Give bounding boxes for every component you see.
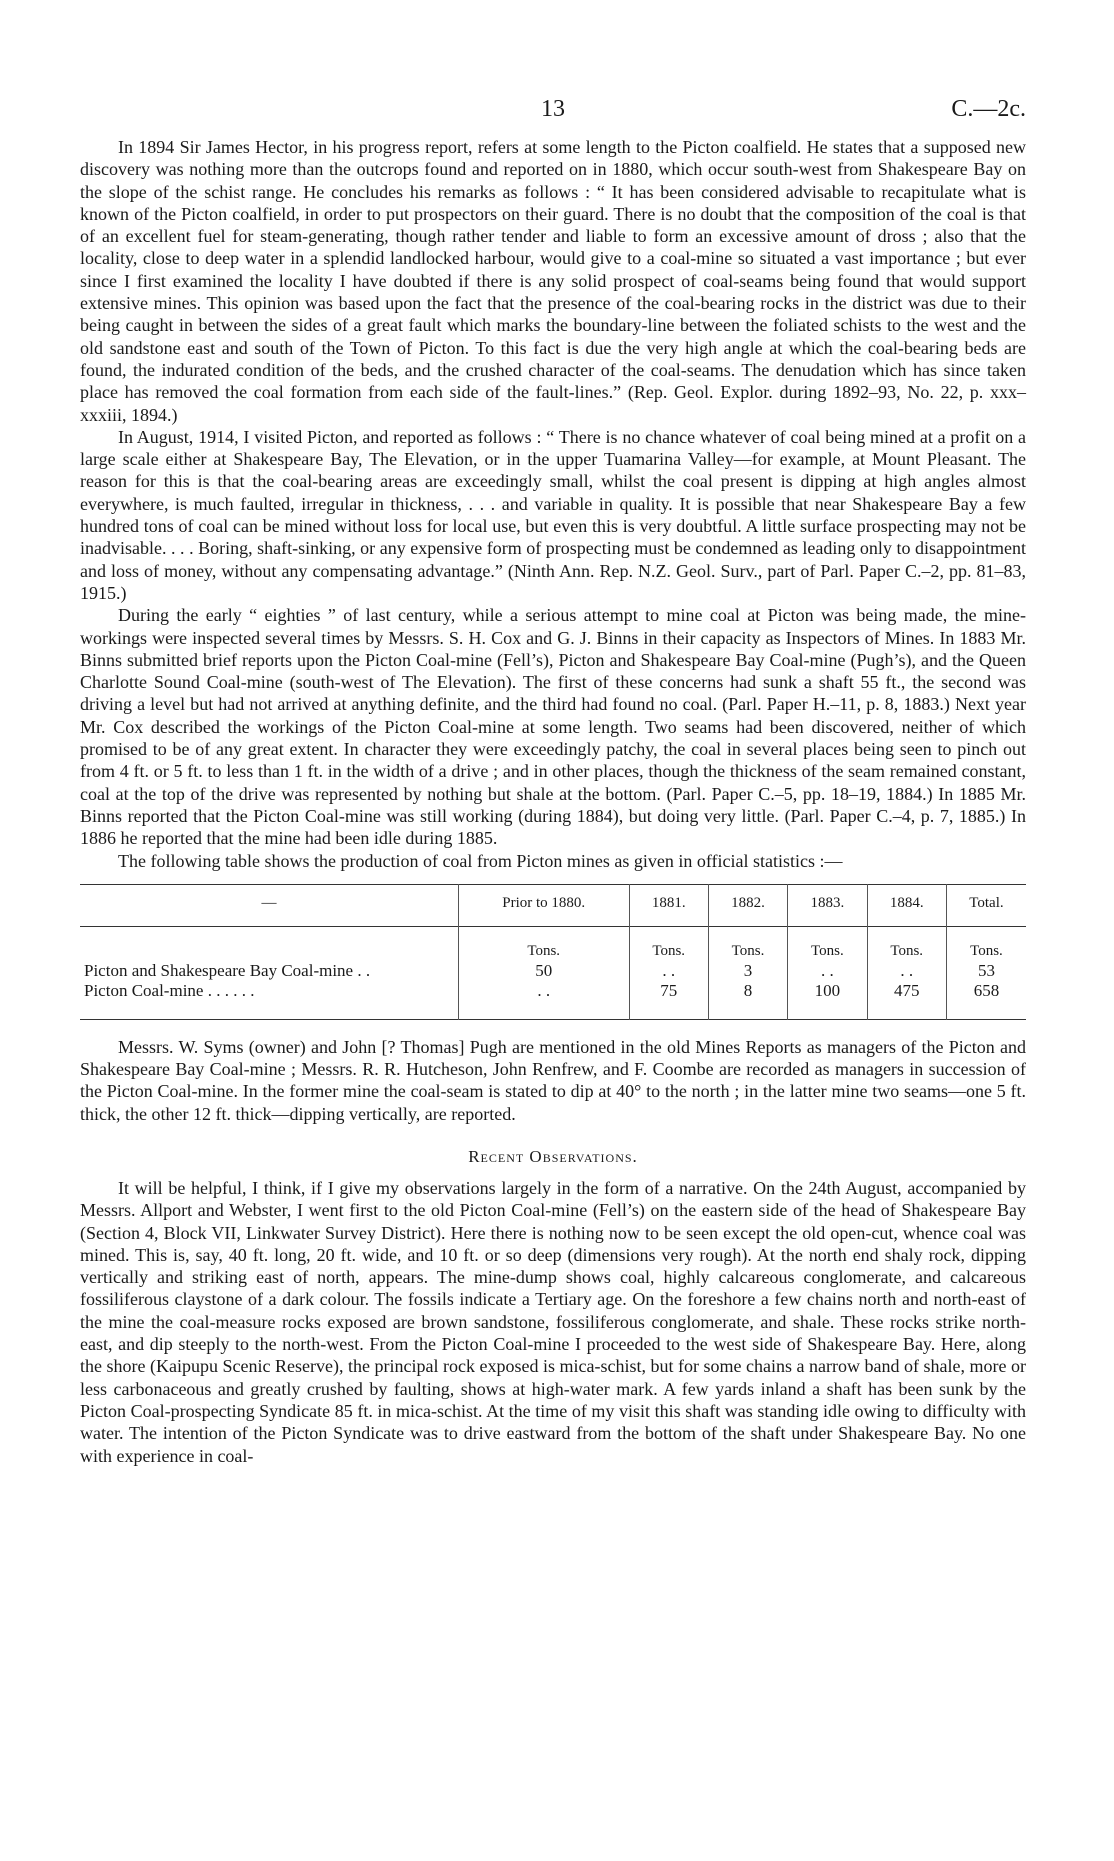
page-number: 13 bbox=[541, 96, 565, 122]
table-cell: 100 bbox=[788, 981, 867, 1020]
unit-cell: Tons. bbox=[458, 927, 629, 961]
table-cell: Picton and Shakespeare Bay Coal-mine . . bbox=[84, 960, 371, 980]
column-header: Prior to 1880. bbox=[458, 884, 629, 926]
unit-cell: Tons. bbox=[629, 927, 708, 961]
table-cell: . . bbox=[458, 981, 629, 1020]
paragraph-table-intro: The following table shows the production of coal from Picton mines as given in official statistics :— bbox=[118, 850, 843, 871]
table-cell: 50 bbox=[458, 961, 629, 981]
table-cell: 53 bbox=[946, 961, 1026, 981]
document-reference: C.—2c. bbox=[951, 96, 1026, 122]
paragraph-hector-1894: In 1894 Sir James Hector, in his progress report, refers at some length to the Picton coalfield. He states that a supposed new discovery was nothing more than the outcrops found and reported on in 1880, which occur south-west from Shakespeare Bay on the slope of the schist range. He concludes his remarks as follows : “ It has been considered advisable to recapitulate what is known of the Picton coalfield, in order to put prospectors on their guard. There is no doubt that the composition of the coal is that of an excellent fuel for steam-generating, though rather tender and liable to form an excessive amount of dross ; also that the locality, close to deep water in a splendid landlocked harbour, would give to a coal-mine so situated a vast importance ; but ever since I first examined the locality I have doubted if there is any solid prospect of coal-seams being found that would support extensive mines. This opinion was based upon the fact that the presence of the coal-bearing rocks in the district was due to their being caught in between the sides of a great fault which marks the boundary-line between the foliated schists to the west and the old sandstone east and south of the Town of Picton. To this fact is due the very high angle at which the coal-bearing beds are found, the indurated condition of the beds, and the crushed character of the coal-seams. The denudation which has since taken place has removed the coal formation from each side of the fault-lines.” (Rep. Geol. Explor. during 1892–93, No. 22, p. xxx–xxxiii, 1894.) bbox=[80, 137, 1026, 425]
column-header: 1882. bbox=[708, 884, 787, 926]
paragraph-inspections-1880s: During the early “ eighties ” of last century, while a serious attempt to mine coal at Picton was being made, the mine-workings were inspected several times by Messrs. S. H. Cox and G. J. Binns in their capacity as Inspectors of Mines. In 1883 Mr. Binns submitted brief reports upon the Picton Coal-mine (Fell’s), Picton and Shakespeare Bay Coal-mine (Pugh’s), and the Queen Charlotte Sound Coal-mine (south-west of The Elevation). The first of these concerns had sunk a shaft 55 ft., the second was driving a level but had not arrived at anything definite, and the third had found no coal. (Parl. Paper H.–11, p. 8, 1883.) Next year Mr. Cox described the workings of the Picton Coal-mine at some length. Two seams had been discovered, neither of which promised to be of any great extent. In character they were exceedingly patchy, the coal in several places being seen to pinch out from 4 ft. or 5 ft. to less than 1 ft. in the width of a drive ; and in other places, though the thickness of the seam remained constant, coal at the top of the drive was represented by nothing but shale at the bottom. (Parl. Paper C.–5, pp. 18–19, 1884.) In 1885 Mr. Binns reported that the Picton Coal-mine was still working (during 1884), but doing very little. (Parl. Paper C.–4, p. 7, 1885.) In 1886 he reported that the mine had been idle during 1885. bbox=[80, 605, 1026, 849]
page-header bbox=[80, 96, 1026, 136]
table-cell: . . bbox=[629, 961, 708, 981]
table-cell: 8 bbox=[708, 981, 787, 1020]
unit-cell: Tons. bbox=[708, 927, 787, 961]
document-page bbox=[80, 96, 1026, 1467]
unit-cell: Tons. bbox=[946, 927, 1026, 961]
table-cell: 658 bbox=[946, 981, 1026, 1020]
column-header: 1883. bbox=[788, 884, 867, 926]
column-header: Total. bbox=[946, 884, 1026, 926]
production-table-wrapper bbox=[80, 884, 1026, 1020]
column-header: 1881. bbox=[629, 884, 708, 926]
table-cell: 75 bbox=[629, 981, 708, 1020]
table-units-row bbox=[80, 927, 1026, 961]
unit-cell: Tons. bbox=[867, 927, 946, 961]
table-cell: 3 bbox=[708, 961, 787, 981]
table-cell: Picton Coal-mine . . . . . . bbox=[84, 980, 255, 1000]
section-title: Recent Observations. bbox=[468, 1146, 638, 1166]
column-header: 1884. bbox=[867, 884, 946, 926]
table-row bbox=[80, 981, 1026, 1020]
table-header-row bbox=[80, 884, 1026, 926]
unit-cell bbox=[80, 927, 458, 961]
paragraph-visit-1914: In August, 1914, I visited Picton, and reported as follows : “ There is no chance whatever of coal being mined at a profit on a large scale either at Shakespeare Bay, The Elevation, or in the upper Tuamarina Valley—for example, at Mount Pleasant. The reason for this is that the coal-bearing areas are exceedingly small, whilst the coal present is dipping at high angles almost everywhere, is much faulted, irregular in thickness, . . . and variable in quality. It is possible that near Shakespeare Bay a few hundred tons of coal can be mined without loss for local use, but even this is very doubtful. A little surface prospecting may not be inadvisable. . . . Boring, shaft-sinking, or any expensive form of prospecting must be condemned as leading only to disappointment and loss of money, without any compensating advantage.” (Ninth Ann. Rep. N.Z. Geol. Surv., part of Parl. Paper C.–2, pp. 81–83, 1915.) bbox=[80, 426, 1026, 603]
table-cell: 475 bbox=[867, 981, 946, 1020]
table-cell: . . bbox=[867, 961, 946, 981]
table-cell: . . bbox=[788, 961, 867, 981]
coal-production-table bbox=[80, 884, 1026, 1020]
table-row bbox=[80, 961, 1026, 981]
unit-cell: Tons. bbox=[788, 927, 867, 961]
paragraph-narrative: It will be helpful, I think, if I give my observations largely in the form of a narrative. On the 24th August, accompanied by Messrs. Allport and Webster, I went first to the old Picton Coal-mine (Fell’s) on the eastern side of the head of Shakespeare Bay (Section 4, Block VII, Linkwater Survey District). Here there is nothing now to be seen except the old open-cut, whence coal was mined. This is, say, 40 ft. long, 20 ft. wide, and 10 ft. or so deep (dimensions very rough). At the north end shaly rock, dipping vertically and striking east of north, appears. The mine-dump shows coal, highly calcareous conglomerate, and calcareous fossiliferous claystone of a dark colour. The fossils indicate a Tertiary age. On the foreshore a few chains north and north-east of the mine the coal-measure rocks exposed are brown sandstone, fossiliferous conglomerate, and shale. These rocks strike north-east, and dip steeply to the north-west. From the Picton Coal-mine I proceeded to the west side of Shakespeare Bay. Here, along the shore (Kaipupu Scenic Reserve), the principal rock exposed is mica-schist, but for some chains a narrow band of shale, more or less carbonaceous and greatly crushed by faulting, shows at high-water mark. A few yards inland a shaft has been sunk by the Picton Coal-prospecting Syndicate 85 ft. in mica-schist. At the time of my visit this shaft was standing idle owing to difficulty with water. The intention of the Picton Syndicate was to drive eastward from the bottom of the shaft under Shakespeare Bay. No one with experience in coal- bbox=[80, 1177, 1026, 1466]
paragraph-managers: Messrs. W. Syms (owner) and John [? Thomas] Pugh are mentioned in the old Mines Reports as managers of the Picton and Shakespeare Bay Coal-mine ; Messrs. R. R. Hutcheson, John Renfrew, and F. Coombe are recorded as managers in succession of the Picton Coal-mine. In the former mine the coal-seam is stated to dip at 40° to the north ; in the latter mine two seams—one 5 ft. thick, the other 12 ft. thick—dipping vertically, are reported. bbox=[80, 1036, 1026, 1124]
column-header: — bbox=[261, 894, 277, 911]
